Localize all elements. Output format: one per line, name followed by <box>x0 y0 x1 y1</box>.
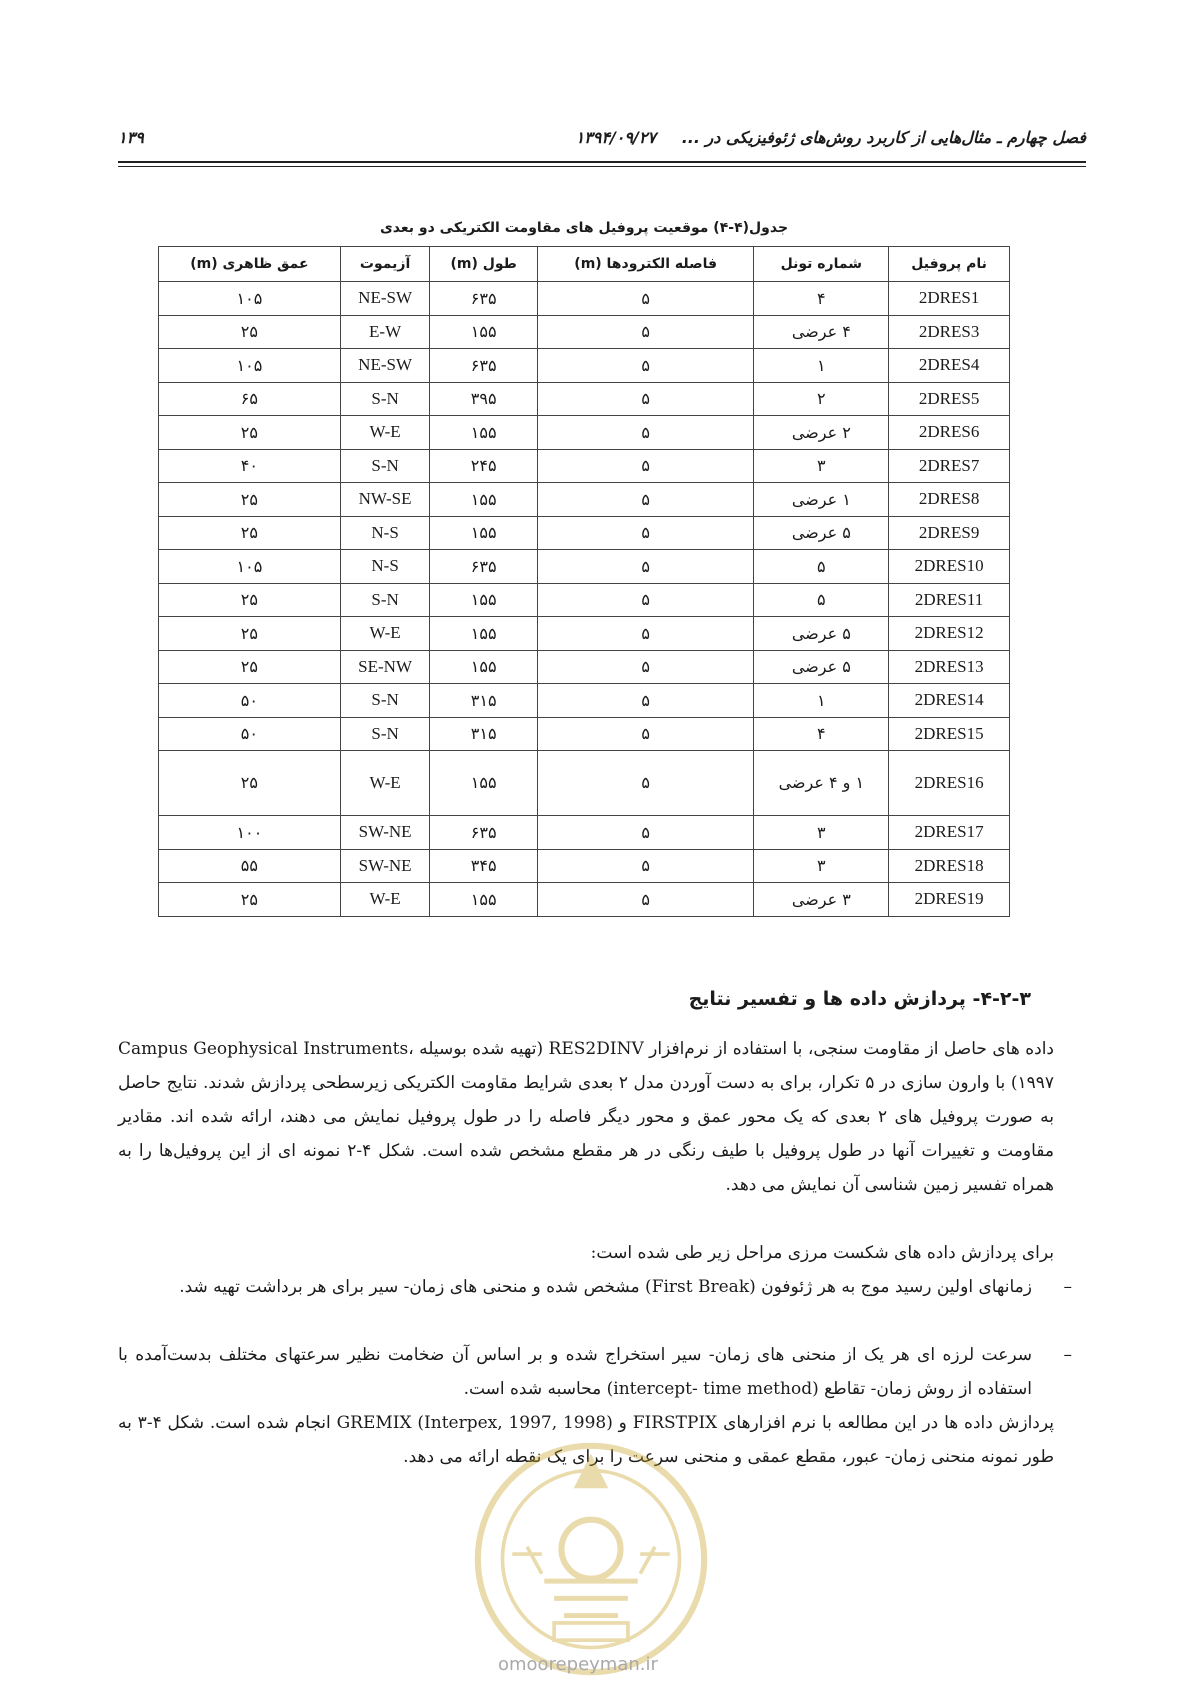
cell-azimuth: N-S <box>340 516 430 550</box>
cell-azimuth: NW-SE <box>340 483 430 517</box>
cell-length: ۱۵۵ <box>430 617 538 651</box>
cell-length: ۳۹۵ <box>430 382 538 416</box>
cell-depth: ۲۵ <box>159 416 341 450</box>
cell-spacing: ۵ <box>537 849 754 883</box>
cell-name: 2DRES9 <box>889 516 1010 550</box>
cell-azimuth: W-E <box>340 617 430 651</box>
cell-length: ۶۳۵ <box>430 282 538 316</box>
cell-depth: ۴۰ <box>159 449 341 483</box>
cell-tunnel: ۵ <box>754 583 889 617</box>
table-row <box>159 816 1010 850</box>
cell-azimuth: NE-SW <box>340 349 430 383</box>
table-row <box>159 382 1010 416</box>
cell-azimuth: W-E <box>340 883 430 917</box>
list-item-text: سرعت لرزه ای هر یک از منحنی های زمان- سیر استخراج شده و بر اساس آن ضخامت نظیر سرعتهای مختلف بدست‌آمده با استفاده از روش زمان- تقاطع (intercept- time method) محاسبه شده است. <box>118 1345 1032 1399</box>
bullet-dash: – <box>1063 1345 1072 1365</box>
cell-depth: ۵۰ <box>159 717 341 751</box>
cell-tunnel: ۵ <box>754 550 889 584</box>
cell-length: ۱۵۵ <box>430 751 538 816</box>
cell-depth: ۱۰۵ <box>159 550 341 584</box>
column-header: شماره تونل <box>754 247 889 282</box>
cell-tunnel: ۱ عرضی <box>754 483 889 517</box>
cell-depth: ۲۵ <box>159 516 341 550</box>
cell-spacing: ۵ <box>537 751 754 816</box>
cell-azimuth: S-N <box>340 583 430 617</box>
cell-name: 2DRES10 <box>889 550 1010 584</box>
table-row <box>159 751 1010 816</box>
cell-tunnel: ۳ <box>754 449 889 483</box>
cell-spacing: ۵ <box>537 717 754 751</box>
cell-tunnel: ۴ عرضی <box>754 315 889 349</box>
cell-azimuth: SW-NE <box>340 849 430 883</box>
table-row <box>159 684 1010 718</box>
cell-length: ۱۵۵ <box>430 416 538 450</box>
cell-depth: ۲۵ <box>159 751 341 816</box>
cell-depth: ۲۵ <box>159 617 341 651</box>
list-item-velocity <box>118 1338 1072 1406</box>
cell-length: ۳۱۵ <box>430 717 538 751</box>
table-row <box>159 650 1010 684</box>
page-number: ۱۳۹ <box>118 128 144 147</box>
cell-depth: ۶۵ <box>159 382 341 416</box>
cell-tunnel: ۱ <box>754 349 889 383</box>
watermark-text: omoorepeyman.ir <box>498 1654 658 1675</box>
cell-tunnel: ۲ <box>754 382 889 416</box>
cell-tunnel: ۵ عرضی <box>754 516 889 550</box>
cell-name: 2DRES4 <box>889 349 1010 383</box>
cell-length: ۶۳۵ <box>430 816 538 850</box>
table-row <box>159 483 1010 517</box>
cell-name: 2DRES16 <box>889 751 1010 816</box>
cell-name: 2DRES11 <box>889 583 1010 617</box>
cell-spacing: ۵ <box>537 816 754 850</box>
cell-depth: ۵۰ <box>159 684 341 718</box>
table-row <box>159 449 1010 483</box>
cell-azimuth: S-N <box>340 382 430 416</box>
cell-name: 2DRES7 <box>889 449 1010 483</box>
cell-azimuth: S-N <box>340 684 430 718</box>
column-header: آزیموت <box>340 247 430 282</box>
column-header: عمق ظاهری (m) <box>159 247 341 282</box>
cell-name: 2DRES5 <box>889 382 1010 416</box>
cell-spacing: ۵ <box>537 382 754 416</box>
cell-depth: ۲۵ <box>159 650 341 684</box>
profiles-table <box>158 246 1010 917</box>
cell-tunnel: ۱ <box>754 684 889 718</box>
table-caption: جدول(۴-۴) موقعیت پروفیل های مقاومت الکتریکی دو بعدی <box>379 220 789 236</box>
table-row <box>159 583 1010 617</box>
cell-name: 2DRES17 <box>889 816 1010 850</box>
cell-tunnel: ۳ <box>754 849 889 883</box>
seal-icon <box>468 1436 714 1682</box>
cell-spacing: ۵ <box>537 416 754 450</box>
cell-depth: ۲۵ <box>159 483 341 517</box>
cell-name: 2DRES8 <box>889 483 1010 517</box>
cell-depth: ۱۰۰ <box>159 816 341 850</box>
cell-length: ۲۴۵ <box>430 449 538 483</box>
table-row <box>159 349 1010 383</box>
cell-spacing: ۵ <box>537 349 754 383</box>
chapter-title: فصل چهارم ـ مثال‌هایی از کاربرد روش‌های ژئوفیزیکی در ... <box>681 128 1086 147</box>
cell-depth: ۲۵ <box>159 583 341 617</box>
table-row <box>159 416 1010 450</box>
cell-name: 2DRES3 <box>889 315 1010 349</box>
list-item-text: زمانهای اولین رسید موج به هر ژئوفون (First Break) مشخص شده و منحنی های زمان- سیر برای هر برداشت تهیه شد. <box>179 1277 1032 1297</box>
cell-depth: ۱۰۵ <box>159 282 341 316</box>
table-row <box>159 282 1010 316</box>
cell-azimuth: SW-NE <box>340 816 430 850</box>
header-rule-thick <box>118 161 1086 163</box>
cell-length: ۱۵۵ <box>430 883 538 917</box>
cell-spacing: ۵ <box>537 483 754 517</box>
column-header: نام پروفیل <box>889 247 1010 282</box>
table-body <box>159 282 1010 917</box>
cell-name: 2DRES19 <box>889 883 1010 917</box>
column-header: طول (m) <box>430 247 538 282</box>
cell-azimuth: S-N <box>340 717 430 751</box>
cell-length: ۱۵۵ <box>430 516 538 550</box>
list-item-first-break <box>118 1270 1072 1304</box>
cell-spacing: ۵ <box>537 449 754 483</box>
cell-name: 2DRES1 <box>889 282 1010 316</box>
cell-depth: ۲۵ <box>159 315 341 349</box>
table-header-row <box>159 247 1010 282</box>
cell-spacing: ۵ <box>537 883 754 917</box>
cell-depth: ۱۰۵ <box>159 349 341 383</box>
cell-azimuth: NE-SW <box>340 282 430 316</box>
cell-length: ۱۵۵ <box>430 650 538 684</box>
cell-length: ۳۱۵ <box>430 684 538 718</box>
header-date: ۱۳۹۴/۰۹/۲۷ <box>575 128 656 147</box>
cell-depth: ۲۵ <box>159 883 341 917</box>
cell-length: ۱۵۵ <box>430 483 538 517</box>
cell-length: ۶۳۵ <box>430 550 538 584</box>
table-row <box>159 849 1010 883</box>
cell-tunnel: ۴ <box>754 282 889 316</box>
cell-name: 2DRES15 <box>889 717 1010 751</box>
cell-tunnel: ۱ و ۴ عرضی <box>754 751 889 816</box>
table-row <box>159 617 1010 651</box>
cell-azimuth: W-E <box>340 416 430 450</box>
cell-depth: ۵۵ <box>159 849 341 883</box>
table-row <box>159 516 1010 550</box>
section-title: ۴-۲-۳- پردازش داده ها و تفسیر نتایج <box>688 988 1031 1010</box>
cell-tunnel: ۵ عرضی <box>754 617 889 651</box>
cell-length: ۳۴۵ <box>430 849 538 883</box>
cell-length: ۱۵۵ <box>430 583 538 617</box>
cell-tunnel: ۵ عرضی <box>754 650 889 684</box>
paragraph-software: پردازش داده ها در این مطالعه با نرم افزارهای FIRSTPIX و GREMIX (Interpex, 1997, 1998) انجام شده است. شکل ۴-۳ به طور نمونه منحنی زمان- عبور، مقطع عمقی و منحنی سرعت را برای یک نقطه ارائه می دهد. <box>118 1413 1054 1467</box>
cell-tunnel: ۲ عرضی <box>754 416 889 450</box>
cell-azimuth: W-E <box>340 751 430 816</box>
paragraph-refraction-intro: برای پردازش داده های شکست مرزی مراحل زیر طی شده است: <box>590 1243 1054 1263</box>
cell-azimuth: E-W <box>340 315 430 349</box>
cell-spacing: ۵ <box>537 282 754 316</box>
cell-tunnel: ۳ <box>754 816 889 850</box>
cell-spacing: ۵ <box>537 550 754 584</box>
column-header: فاصله الکترودها (m) <box>537 247 754 282</box>
cell-length: ۶۳۵ <box>430 349 538 383</box>
bullet-dash: – <box>1063 1277 1072 1297</box>
cell-azimuth: S-N <box>340 449 430 483</box>
cell-tunnel: ۳ عرضی <box>754 883 889 917</box>
table-row <box>159 315 1010 349</box>
running-header <box>118 128 1086 160</box>
cell-spacing: ۵ <box>537 650 754 684</box>
cell-azimuth: SE-NW <box>340 650 430 684</box>
cell-spacing: ۵ <box>537 516 754 550</box>
cell-name: 2DRES6 <box>889 416 1010 450</box>
table-row <box>159 550 1010 584</box>
cell-tunnel: ۴ <box>754 717 889 751</box>
cell-spacing: ۵ <box>537 583 754 617</box>
table-row <box>159 717 1010 751</box>
cell-length: ۱۵۵ <box>430 315 538 349</box>
paragraph-resistivity: داده های حاصل از مقاومت سنجی، با استفاده از نرم‌افزار RES2DINV (تهیه شده بوسیله Campus Geophysical Instruments، ۱۹۹۷) با وارون سازی در ۵ تکرار، برای به دست آوردن مدل ۲ بعدی شرایط مقاومت الکتریکی زیرسطحی پردازش شدند. نتایج حاصل به صورت پروفیل های ۲ بعدی که یک محور عمق و محور دیگر فاصله را در طول پروفیل نمایش می دهند، ارائه شده اند. مقادیر مقاومت و تغییرات آنها در طول پروفیل با طیف رنگی در هر مقطع مشخص شده است. شکل ۴-۲ نمونه ای از این پروفیل‌ها را به همراه تفسیر زمین شناسی آن نمایش می دهد. <box>118 1039 1054 1195</box>
cell-spacing: ۵ <box>537 684 754 718</box>
cell-name: 2DRES14 <box>889 684 1010 718</box>
table-row <box>159 883 1010 917</box>
cell-spacing: ۵ <box>537 617 754 651</box>
cell-azimuth: N-S <box>340 550 430 584</box>
cell-name: 2DRES12 <box>889 617 1010 651</box>
header-rule-thin <box>118 166 1086 167</box>
cell-spacing: ۵ <box>537 315 754 349</box>
cell-name: 2DRES13 <box>889 650 1010 684</box>
cell-name: 2DRES18 <box>889 849 1010 883</box>
